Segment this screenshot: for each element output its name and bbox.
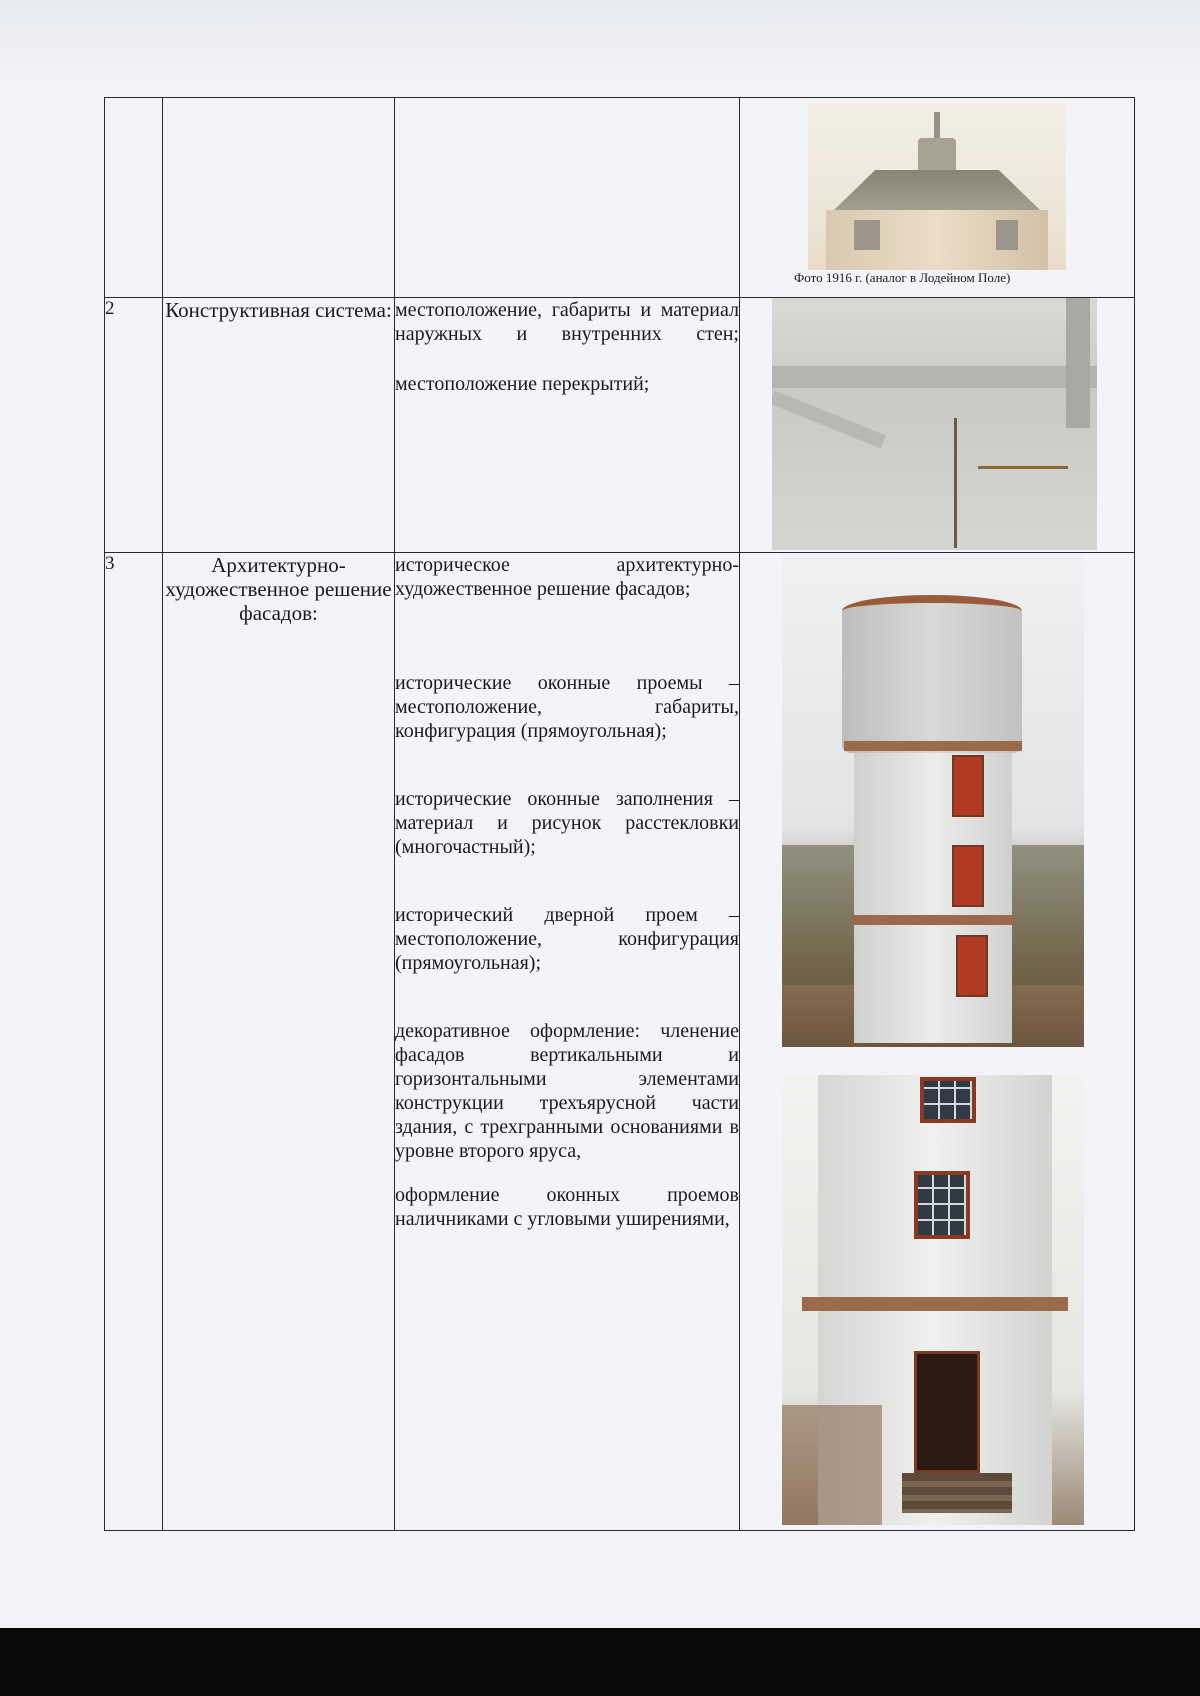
interior-walls-photo	[772, 298, 1097, 550]
description-paragraph: оформление оконных проемов наличниками с угловыми уширениями,	[395, 1184, 739, 1230]
description-paragraph: декоративное оформление: членение фасадов вертикальными и горизонтальными элементами конструкции трехъярусной части здания, с трехгранными основаниями в уровне второго яруса,	[395, 1020, 739, 1162]
scan-bottom-edge	[0, 1628, 1200, 1696]
row-name: Конструктивная система:	[163, 298, 395, 553]
row-description	[395, 298, 740, 553]
historic-tower-photo	[808, 102, 1066, 270]
tower-facade-photo	[782, 555, 1084, 1047]
description-paragraph: историческое архитектурно-художественное решение фасадов;	[395, 554, 739, 600]
table-row	[105, 553, 1135, 1531]
description-paragraph: местоположение, габариты и материал наружных и внутренних стен;	[395, 299, 739, 345]
tower-lower-photo	[782, 1075, 1084, 1525]
row-name	[163, 98, 395, 298]
page-background	[0, 0, 1200, 90]
description-paragraph: местоположение перекрытий;	[395, 373, 650, 395]
protected-subject-table	[104, 97, 1135, 1531]
photo-cell	[740, 553, 1135, 1531]
description-paragraph: исторический дверной проем – местоположение, конфигурация (прямоугольная);	[395, 904, 739, 974]
row-number: 3	[105, 553, 163, 1531]
photo-cell	[740, 98, 1135, 298]
photo-cell	[740, 298, 1135, 553]
description-paragraph: исторические оконные заполнения – материал и рисунок расстекловки (многочастный);	[395, 788, 739, 858]
description-paragraph: исторические оконные проемы – местоположение, габариты, конфигурация (прямоугольная);	[395, 672, 739, 742]
row-number: 2	[105, 298, 163, 553]
table-row	[105, 298, 1135, 553]
table-row	[105, 98, 1135, 298]
row-description	[395, 553, 740, 1531]
row-name: Архитектурно-художественное решение фасадов:	[163, 553, 395, 1531]
row-description	[395, 98, 740, 298]
row-number	[105, 98, 163, 298]
photo-caption: Фото 1916 г. (аналог в Лодейном Поле)	[794, 270, 1011, 285]
